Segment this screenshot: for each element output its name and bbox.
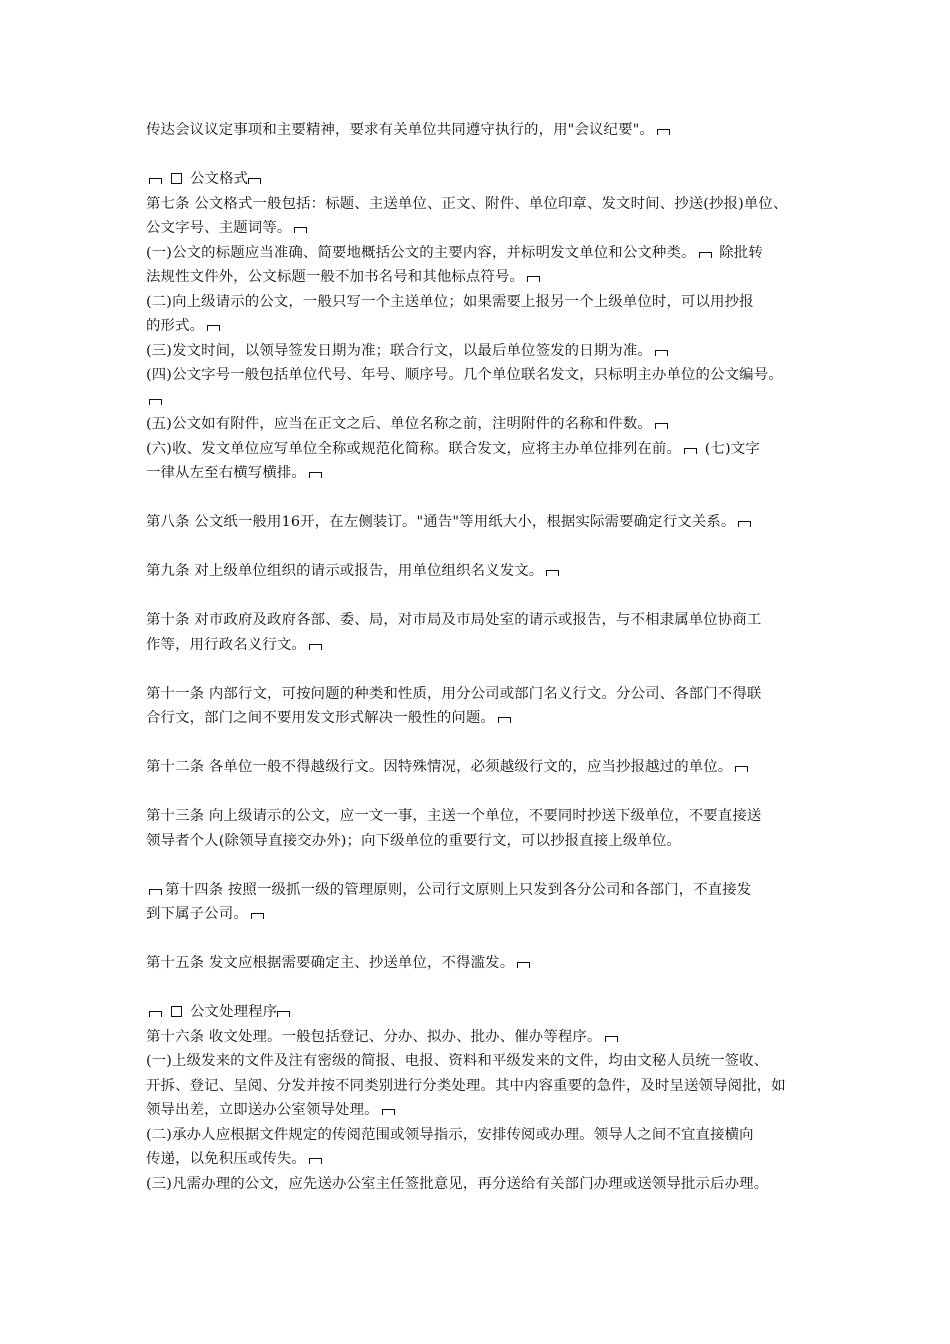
paragraph-mark-icon — [207, 325, 220, 331]
line-text: 第九条 对上级单位组织的请示或报告，用单位组织名义发文。 — [146, 563, 544, 579]
line-text: (三)发文时间，以领导签发日期为准；联合行文，以最后单位签发的日期为准。 — [146, 342, 652, 359]
text-line — [146, 167, 822, 192]
blank-line — [146, 657, 822, 682]
text-line — [146, 633, 822, 658]
text-line — [146, 755, 822, 780]
text-line — [146, 804, 822, 829]
line-text: (五)公文如有附件，应当在正文之后、单位名称之前，注明附件的名称和件数。 — [146, 416, 652, 432]
checkbox-square-icon — [171, 173, 182, 184]
text-line — [146, 510, 822, 535]
line-text: (二)向上级请示的公文，一般只写一个主送单位；如果需要上报另一个上级单位时，可以用抄报 — [146, 293, 754, 310]
line-text: 一律从左至右横写横排。 — [146, 465, 306, 481]
line-text: 第十条 对市政府及政府各部、委、局，对市局及市局处室的请示或报告，与不相隶属单位协商工 — [146, 612, 762, 628]
paragraph-mark-icon — [738, 521, 751, 527]
line-text: 第七条 公文格式一般包括：标题、主送单位、正文、附件、单位印章、发文时间、抄送(抄报)单位、 — [146, 195, 788, 212]
paragraph-mark-icon — [546, 570, 559, 576]
text-line — [146, 878, 822, 903]
text-line — [146, 388, 822, 413]
paragraph-mark-icon — [684, 448, 697, 454]
document-page — [146, 118, 822, 1196]
blank-line — [146, 853, 822, 878]
text-line — [146, 1172, 822, 1197]
paragraph-mark-icon — [655, 423, 668, 429]
paragraph-mark-icon — [294, 227, 307, 233]
paragraph-mark-icon — [699, 252, 712, 258]
text-line — [146, 608, 822, 633]
paragraph-mark-icon — [382, 1109, 395, 1115]
paragraph-mark-icon — [735, 766, 748, 772]
line-text: 合行文，部门之间不要用发文形式解决一般性的问题。 — [146, 710, 495, 726]
blank-line — [146, 143, 822, 168]
line-text: 领导出差，立即送办公室领导处理。 — [146, 1102, 379, 1118]
blank-line — [146, 927, 822, 952]
line-text: 第十三条 向上级请示的公文，应一文一事，主送一个单位，不要同时抄送下级单位，不要直接送 — [146, 808, 762, 824]
line-text: (二)承办人应根据文件规定的传阅范围或领导指示，安排传阅或办理。领导人之间不宜直接横向 — [146, 1126, 754, 1143]
text-line — [146, 1098, 822, 1123]
paragraph-mark-icon — [309, 644, 322, 650]
text-line — [146, 1123, 822, 1148]
line-text: 公文字号、主题词等。 — [146, 220, 292, 236]
line-text: 的形式。 — [146, 318, 205, 334]
text-line — [146, 1025, 822, 1050]
text-line — [146, 118, 822, 143]
line-text: 传递，以免积压或传失。 — [146, 1151, 306, 1167]
text-line — [146, 1074, 822, 1099]
line-text: (四)公文字号一般包括单位代号、年号、顺序号。几个单位联名发文，只标明主办单位的公文编号。 — [146, 367, 783, 383]
text-line — [146, 706, 822, 731]
line-text: (一)上级发来的文件及注有密级的简报、电报、资料和平级发来的文件，均由文秘人员统一签收、 — [146, 1053, 769, 1069]
text-line — [146, 1000, 822, 1025]
line-text: 第十一条 内部行文，可按问题的种类和性质，用分公司或部门名义行文。分公司、各部门不得联 — [146, 685, 762, 702]
paragraph-mark-icon — [309, 1158, 322, 1164]
paragraph-mark-icon — [605, 1036, 618, 1042]
line-text-continued: (七)文字 — [700, 440, 760, 457]
line-text: (一)公文的标题应当准确、简要地概括公文的主要内容，并标明发文单位和公文种类。 — [146, 244, 696, 261]
line-text: 公文格式 — [190, 171, 249, 187]
line-text: (三)凡需办理的公文，应先送办公室主任签批意见，再分送给有关部门办理或送领导批示后办理。 — [146, 1175, 769, 1192]
text-line — [146, 559, 822, 584]
text-line — [146, 902, 822, 927]
line-text: 第十二条 各单位一般不得越级行文。因特殊情况，必须越级行文的，应当抄报越过的单位。 — [146, 759, 733, 775]
paragraph-mark-icon — [149, 1011, 162, 1017]
paragraph-mark-icon — [277, 1011, 290, 1017]
paragraph-mark-icon — [657, 129, 670, 135]
text-line — [146, 682, 822, 707]
checkbox-square-icon — [171, 1006, 182, 1017]
text-line — [146, 412, 822, 437]
text-line — [146, 192, 822, 217]
line-text: 到下属子公司。 — [146, 906, 248, 922]
text-line — [146, 951, 822, 976]
text-line — [146, 829, 822, 854]
line-text: 第十四条 按照一级抓一级的管理原则，公司行文原则上只发到各分公司和各部门，不直接发 — [165, 881, 752, 898]
text-line — [146, 290, 822, 315]
line-text: 第十六条 收文处理。一般包括登记、分办、拟办、批办、催办等程序。 — [146, 1028, 602, 1045]
line-text: 作等，用行政名义行文。 — [146, 636, 306, 653]
line-text-continued: 除批转 — [714, 244, 763, 261]
paragraph-mark-icon — [309, 472, 322, 478]
line-text: (六)收、发文单位应写单位全称或规范化简称。联合发文，应将主办单位排列在前。 — [146, 440, 681, 457]
text-line — [146, 216, 822, 241]
blank-line — [146, 976, 822, 1001]
text-line — [146, 437, 822, 462]
line-text: 开拆、登记、呈阅、分发并按不同类别进行分类处理。其中内容重要的急件，及时呈送领导阅批，如 — [146, 1077, 786, 1094]
text-line — [146, 363, 822, 388]
text-line — [146, 1147, 822, 1172]
text-line — [146, 265, 822, 290]
text-line — [146, 461, 822, 486]
blank-line — [146, 584, 822, 609]
paragraph-mark-icon — [149, 178, 162, 184]
text-line — [146, 1049, 822, 1074]
paragraph-mark-icon — [498, 717, 511, 723]
blank-line — [146, 535, 822, 560]
blank-line — [146, 731, 822, 756]
text-line — [146, 339, 822, 364]
blank-line — [146, 780, 822, 805]
line-text: 法规性文件外，公文标题一般不加书名号和其他标点符号。 — [146, 269, 525, 285]
line-text: 第八条 公文纸一般用16开，在左侧装订。"通告"等用纸大小，根据实际需要确定行文关系。 — [146, 514, 736, 530]
blank-line — [146, 486, 822, 511]
line-text: 传达会议议定事项和主要精神，要求有关单位共同遵守执行的，用"会议纪要"。 — [146, 122, 654, 138]
line-text: 公文处理程序 — [190, 1004, 278, 1020]
paragraph-mark-icon — [149, 399, 162, 405]
paragraph-mark-icon — [149, 889, 162, 895]
text-line — [146, 241, 822, 266]
text-line — [146, 314, 822, 339]
line-text: 第十五条 发文应根据需要确定主、抄送单位，不得滥发。 — [146, 955, 515, 971]
paragraph-mark-icon — [655, 350, 668, 356]
paragraph-mark-icon — [527, 276, 540, 282]
paragraph-mark-icon — [251, 913, 264, 919]
paragraph-mark-icon — [517, 962, 530, 968]
paragraph-mark-icon — [248, 178, 261, 184]
line-text: 领导者个人(除领导直接交办外)；向下级单位的重要行文，可以抄报直接上级单位。 — [146, 832, 681, 849]
